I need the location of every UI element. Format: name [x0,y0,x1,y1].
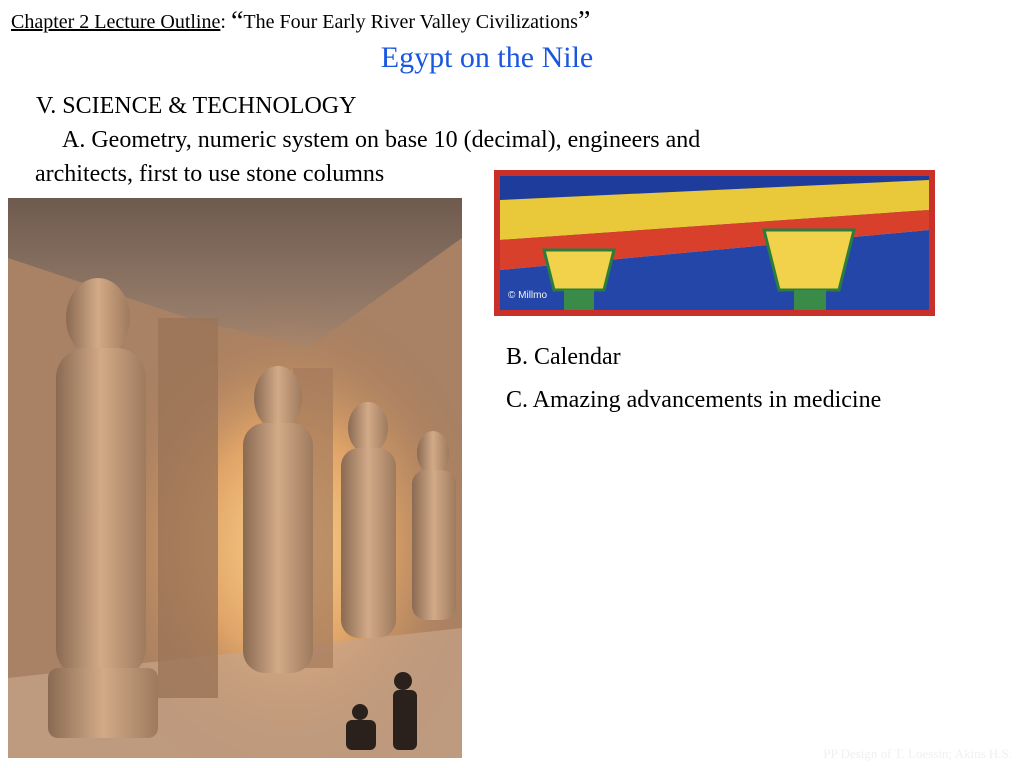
column-banner-art [494,170,935,316]
chapter-header [11,8,590,36]
slide-title: Egypt on the Nile [380,41,594,74]
outline-item-c: C. Amazing advancements in medicine [506,387,882,413]
outline-item-a-line1: A. Geometry, numeric system on base 10 (decimal), engineers and [62,127,701,153]
outline-item-a-line2: architects, first to use stone columns [35,161,385,187]
header-separator: : [220,11,226,33]
footer-credit: PP Design of T. Loessin; Akins H.S. [823,746,1012,761]
chapter-title: The Four Early River Valley Civilizations [243,11,578,33]
outline-item-b: B. Calendar [506,344,621,370]
open-quote: “ [230,6,244,37]
banner-watermark: © Millmo [508,290,548,301]
temple-photo-art [8,198,462,758]
close-quote: ” [577,6,591,37]
section-heading: V. SCIENCE & TECHNOLOGY [36,93,357,119]
temple-photo [8,198,462,758]
column-banner-image [494,170,935,316]
chapter-label: Chapter 2 Lecture Outline [11,11,221,33]
